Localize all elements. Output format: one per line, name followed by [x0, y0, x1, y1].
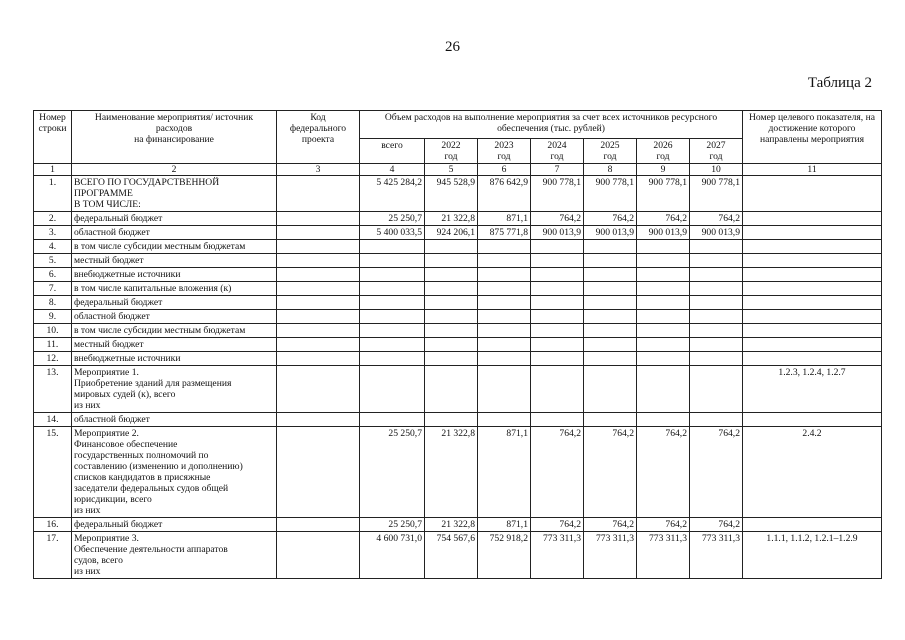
- row-indicator: [743, 226, 882, 240]
- row-value: 871,1: [478, 518, 531, 532]
- row-code: [277, 338, 360, 352]
- row-indicator: [743, 268, 882, 282]
- row-value: 764,2: [637, 427, 690, 518]
- table-row: [34, 296, 882, 310]
- row-value: [360, 366, 425, 413]
- row-value: [531, 324, 584, 338]
- row-name: внебюджетные источники: [72, 352, 277, 366]
- row-value: 876 642,9: [478, 176, 531, 212]
- row-value: [531, 254, 584, 268]
- row-number: 7.: [34, 282, 72, 296]
- table-row: [34, 532, 882, 579]
- row-value: 764,2: [531, 518, 584, 532]
- row-value: [690, 296, 743, 310]
- row-value: [531, 296, 584, 310]
- row-indicator: [743, 176, 882, 212]
- table-row: [34, 413, 882, 427]
- table-row: [34, 310, 882, 324]
- row-value: 875 771,8: [478, 226, 531, 240]
- table-row: [34, 212, 882, 226]
- row-value: [478, 240, 531, 254]
- row-value: [425, 282, 478, 296]
- row-number: 16.: [34, 518, 72, 532]
- header-year-2022: 2022 год: [425, 139, 478, 164]
- row-number: 2.: [34, 212, 72, 226]
- row-value: [690, 413, 743, 427]
- row-value: [425, 324, 478, 338]
- row-value: [584, 366, 637, 413]
- row-value: [425, 352, 478, 366]
- row-value: [478, 324, 531, 338]
- row-value: 945 528,9: [425, 176, 478, 212]
- row-value: [360, 240, 425, 254]
- row-name: Мероприятие 2. Финансовое обеспечение государственных полномочий по составлению (изменению и дополнению) списков кандидатов в присяжные заседатели федеральных судов общей юрисдикции, всего из них: [72, 427, 277, 518]
- row-value: 900 778,1: [584, 176, 637, 212]
- row-value: 25 250,7: [360, 427, 425, 518]
- row-value: 900 778,1: [690, 176, 743, 212]
- page-number: 26: [445, 39, 460, 55]
- row-value: [637, 338, 690, 352]
- row-value: [637, 254, 690, 268]
- row-number: 12.: [34, 352, 72, 366]
- row-value: [360, 324, 425, 338]
- table-body: [34, 176, 882, 579]
- row-value: 5 425 284,2: [360, 176, 425, 212]
- column-number-row: [34, 164, 882, 176]
- table-row: [34, 282, 882, 296]
- row-value: [531, 310, 584, 324]
- row-value: [690, 352, 743, 366]
- row-value: [478, 413, 531, 427]
- row-value: [637, 310, 690, 324]
- table-row: [34, 324, 882, 338]
- row-value: [690, 366, 743, 413]
- row-name: местный бюджет: [72, 254, 277, 268]
- column-number: 3: [277, 164, 360, 176]
- row-value: 25 250,7: [360, 212, 425, 226]
- row-value: [531, 240, 584, 254]
- row-value: [425, 240, 478, 254]
- row-value: 900 013,9: [690, 226, 743, 240]
- table-row: [34, 176, 882, 212]
- row-name: местный бюджет: [72, 338, 277, 352]
- row-value: 5 400 033,5: [360, 226, 425, 240]
- row-value: [531, 282, 584, 296]
- row-value: 25 250,7: [360, 518, 425, 532]
- row-value: 752 918,2: [478, 532, 531, 579]
- row-indicator: 1.1.1, 1.1.2, 1.2.1–1.2.9: [743, 532, 882, 579]
- row-code: [277, 427, 360, 518]
- row-number: 3.: [34, 226, 72, 240]
- row-value: [478, 296, 531, 310]
- row-value: [637, 352, 690, 366]
- row-code: [277, 518, 360, 532]
- header-name: Наименование мероприятия/ источник расходов на финансирование: [72, 111, 277, 164]
- header-total: всего: [360, 139, 425, 164]
- table-row: [34, 240, 882, 254]
- row-value: [360, 413, 425, 427]
- column-number: 6: [478, 164, 531, 176]
- row-code: [277, 268, 360, 282]
- row-indicator: [743, 296, 882, 310]
- row-value: [360, 268, 425, 282]
- row-number: 6.: [34, 268, 72, 282]
- row-number: 14.: [34, 413, 72, 427]
- row-indicator: [743, 518, 882, 532]
- row-value: [531, 366, 584, 413]
- row-value: [478, 254, 531, 268]
- header-year-2027: 2027 год: [690, 139, 743, 164]
- row-value: [425, 254, 478, 268]
- table-row: [34, 366, 882, 413]
- row-value: [637, 282, 690, 296]
- column-number: 7: [531, 164, 584, 176]
- table-row: [34, 268, 882, 282]
- row-number: 13.: [34, 366, 72, 413]
- row-value: [584, 324, 637, 338]
- row-value: [637, 240, 690, 254]
- row-code: [277, 296, 360, 310]
- row-code: [277, 212, 360, 226]
- row-value: [584, 254, 637, 268]
- header-year-2025: 2025 год: [584, 139, 637, 164]
- row-code: [277, 176, 360, 212]
- row-number: 1.: [34, 176, 72, 212]
- row-code: [277, 240, 360, 254]
- row-value: [690, 324, 743, 338]
- header-row-no: Номер строки: [34, 111, 72, 164]
- row-code: [277, 254, 360, 268]
- row-value: 900 013,9: [584, 226, 637, 240]
- row-value: 900 778,1: [531, 176, 584, 212]
- row-value: [584, 413, 637, 427]
- row-value: 773 311,3: [531, 532, 584, 579]
- row-value: [690, 254, 743, 268]
- row-indicator: 1.2.3, 1.2.4, 1.2.7: [743, 366, 882, 413]
- row-value: 764,2: [690, 518, 743, 532]
- row-code: [277, 413, 360, 427]
- row-indicator: [743, 254, 882, 268]
- row-value: [584, 282, 637, 296]
- row-name: Мероприятие 1. Приобретение зданий для размещения мировых судей (к), всего из них: [72, 366, 277, 413]
- header-year-2023: 2023 год: [478, 139, 531, 164]
- row-value: [531, 413, 584, 427]
- row-indicator: 2.4.2: [743, 427, 882, 518]
- row-value: 764,2: [690, 427, 743, 518]
- row-value: 764,2: [531, 212, 584, 226]
- row-name: ВСЕГО ПО ГОСУДАРСТВЕННОЙ ПРОГРАММЕ В ТОМ ЧИСЛЕ:: [72, 176, 277, 212]
- row-code: [277, 366, 360, 413]
- row-value: [531, 268, 584, 282]
- row-name: областной бюджет: [72, 310, 277, 324]
- row-number: 8.: [34, 296, 72, 310]
- column-number: 1: [34, 164, 72, 176]
- column-number: 8: [584, 164, 637, 176]
- row-value: [584, 310, 637, 324]
- row-value: [425, 310, 478, 324]
- row-value: 773 311,3: [637, 532, 690, 579]
- row-value: 764,2: [584, 427, 637, 518]
- row-value: 764,2: [690, 212, 743, 226]
- row-value: 871,1: [478, 212, 531, 226]
- row-value: [360, 296, 425, 310]
- row-value: 21 322,8: [425, 427, 478, 518]
- row-code: [277, 282, 360, 296]
- row-code: [277, 310, 360, 324]
- table-row: [34, 226, 882, 240]
- row-name: в том числе капитальные вложения (к): [72, 282, 277, 296]
- row-value: 764,2: [584, 212, 637, 226]
- row-value: [637, 296, 690, 310]
- row-value: [360, 282, 425, 296]
- row-number: 11.: [34, 338, 72, 352]
- row-value: 764,2: [637, 518, 690, 532]
- header-year-2026: 2026 год: [637, 139, 690, 164]
- row-value: [360, 352, 425, 366]
- row-code: [277, 532, 360, 579]
- row-value: 754 567,6: [425, 532, 478, 579]
- column-number: 10: [690, 164, 743, 176]
- row-name: федеральный бюджет: [72, 212, 277, 226]
- row-value: 773 311,3: [690, 532, 743, 579]
- table-title: Таблица 2: [807, 75, 872, 91]
- row-value: [690, 338, 743, 352]
- row-number: 5.: [34, 254, 72, 268]
- header-indicator: Номер целевого показателя, на достижение которого направлены мероприятия: [743, 111, 882, 164]
- row-indicator: [743, 324, 882, 338]
- row-value: [584, 268, 637, 282]
- row-value: [360, 254, 425, 268]
- row-value: [531, 352, 584, 366]
- row-value: [425, 366, 478, 413]
- row-number: 15.: [34, 427, 72, 518]
- row-value: 764,2: [584, 518, 637, 532]
- row-code: [277, 324, 360, 338]
- row-code: [277, 352, 360, 366]
- row-value: [637, 366, 690, 413]
- row-indicator: [743, 338, 882, 352]
- row-value: 4 600 731,0: [360, 532, 425, 579]
- row-indicator: [743, 413, 882, 427]
- row-value: [478, 366, 531, 413]
- row-number: 9.: [34, 310, 72, 324]
- row-value: 924 206,1: [425, 226, 478, 240]
- row-value: 871,1: [478, 427, 531, 518]
- column-number: 9: [637, 164, 690, 176]
- column-number: 5: [425, 164, 478, 176]
- row-value: [478, 282, 531, 296]
- row-indicator: [743, 282, 882, 296]
- row-name: в том числе субсидии местным бюджетам: [72, 240, 277, 254]
- row-value: 764,2: [637, 212, 690, 226]
- row-indicator: [743, 352, 882, 366]
- row-value: 21 322,8: [425, 518, 478, 532]
- row-value: [584, 240, 637, 254]
- row-value: [690, 282, 743, 296]
- column-number: 2: [72, 164, 277, 176]
- row-value: [478, 310, 531, 324]
- row-value: [637, 324, 690, 338]
- header-code: Код федерального проекта: [277, 111, 360, 164]
- row-value: 21 322,8: [425, 212, 478, 226]
- row-value: [637, 413, 690, 427]
- column-number: 11: [743, 164, 882, 176]
- table-row: [34, 518, 882, 532]
- row-value: 900 778,1: [637, 176, 690, 212]
- row-name: федеральный бюджет: [72, 518, 277, 532]
- row-value: 900 013,9: [531, 226, 584, 240]
- row-value: [425, 268, 478, 282]
- row-number: 4.: [34, 240, 72, 254]
- table-row: [34, 427, 882, 518]
- row-value: [360, 338, 425, 352]
- table-row: [34, 338, 882, 352]
- row-value: 900 013,9: [637, 226, 690, 240]
- header-year-2024: 2024 год: [531, 139, 584, 164]
- row-value: [690, 268, 743, 282]
- row-value: [425, 296, 478, 310]
- table-row: [34, 254, 882, 268]
- row-value: [478, 338, 531, 352]
- row-name: областной бюджет: [72, 226, 277, 240]
- row-value: [690, 240, 743, 254]
- row-value: [478, 352, 531, 366]
- row-indicator: [743, 212, 882, 226]
- row-value: [478, 268, 531, 282]
- row-indicator: [743, 240, 882, 254]
- table-row: [34, 352, 882, 366]
- row-name: в том числе субсидии местным бюджетам: [72, 324, 277, 338]
- row-value: [584, 338, 637, 352]
- row-value: [690, 310, 743, 324]
- header-volume: Объем расходов на выполнение мероприятия за счет всех источников ресурсного обеспечения (тыс. рублей): [360, 111, 743, 139]
- row-value: [584, 352, 637, 366]
- row-value: [360, 310, 425, 324]
- financing-table: [33, 110, 882, 579]
- row-value: [584, 296, 637, 310]
- row-value: 773 311,3: [584, 532, 637, 579]
- row-value: [425, 413, 478, 427]
- row-name: областной бюджет: [72, 413, 277, 427]
- row-value: [637, 268, 690, 282]
- row-name: Мероприятие 3. Обеспечение деятельности аппаратов судов, всего из них: [72, 532, 277, 579]
- row-value: 764,2: [531, 427, 584, 518]
- row-number: 17.: [34, 532, 72, 579]
- row-value: [425, 338, 478, 352]
- row-code: [277, 226, 360, 240]
- row-value: [531, 338, 584, 352]
- row-indicator: [743, 310, 882, 324]
- row-name: внебюджетные источники: [72, 268, 277, 282]
- row-name: федеральный бюджет: [72, 296, 277, 310]
- row-number: 10.: [34, 324, 72, 338]
- column-number: 4: [360, 164, 425, 176]
